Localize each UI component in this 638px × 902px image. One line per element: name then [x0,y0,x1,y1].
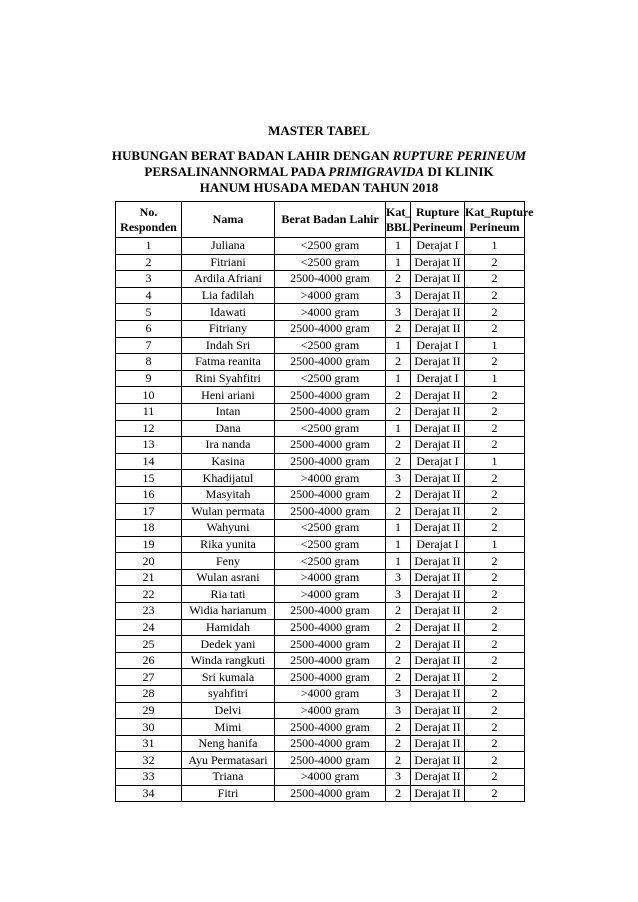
cell-berat: 2500-4000 gram [275,486,386,503]
cell-kat-bbl: 1 [386,536,411,553]
cell-rupture: Derajat II [411,785,465,802]
cell-rupture: Derajat II [411,769,465,786]
cell-kat-rupture: 2 [465,652,525,669]
cell-kat-bbl: 2 [386,320,411,337]
table-row [116,271,525,288]
cell-no: 19 [116,536,182,553]
cell-nama: Neng hanifa [182,735,275,752]
table-row [116,735,525,752]
cell-nama: syahfitri [182,686,275,703]
cell-nama: Fitri [182,785,275,802]
cell-nama: Masyitah [182,486,275,503]
cell-no: 16 [116,486,182,503]
cell-kat-rupture: 2 [465,403,525,420]
cell-no: 21 [116,569,182,586]
table-row [116,320,525,337]
cell-berat: <2500 gram [275,536,386,553]
cell-nama: Winda rangkuti [182,652,275,669]
cell-kat-rupture: 2 [465,569,525,586]
table-header-row [116,202,525,238]
cell-no: 15 [116,470,182,487]
table-row [116,403,525,420]
cell-berat: 2500-4000 gram [275,503,386,520]
cell-kat-bbl: 1 [386,553,411,570]
cell-kat-rupture: 2 [465,603,525,620]
cell-nama: Wulan asrani [182,569,275,586]
cell-kat-bbl: 3 [386,686,411,703]
cell-berat: >4000 gram [275,702,386,719]
cell-kat-bbl: 3 [386,304,411,321]
cell-berat: <2500 gram [275,520,386,537]
table-row [116,254,525,271]
cell-nama: Hamidah [182,619,275,636]
header-kat-rupture-perineum [465,202,534,238]
cell-rupture: Derajat II [411,719,465,736]
cell-nama: Delvi [182,702,275,719]
table-row [116,636,525,653]
table-row [116,420,525,437]
cell-no: 28 [116,686,182,703]
cell-berat: 2500-4000 gram [275,735,386,752]
cell-berat: 2500-4000 gram [275,619,386,636]
cell-kat-bbl: 3 [386,586,411,603]
cell-kat-rupture: 2 [465,636,525,653]
cell-nama: Idawati [182,304,275,321]
cell-kat-bbl: 3 [386,569,411,586]
cell-kat-bbl: 3 [386,287,411,304]
header-kat-line2: BBL [386,219,411,234]
table-row [116,370,525,387]
table-row [116,337,525,354]
cell-no: 29 [116,702,182,719]
cell-berat: <2500 gram [275,337,386,354]
cell-rupture: Derajat II [411,320,465,337]
cell-rupture: Derajat II [411,403,465,420]
table-row [116,238,525,255]
cell-nama: Wulan permata [182,503,275,520]
cell-rupture: Derajat II [411,686,465,703]
cell-rupture: Derajat II [411,354,465,371]
cell-rupture: Derajat II [411,287,465,304]
cell-kat-bbl: 2 [386,486,411,503]
cell-berat: >4000 gram [275,686,386,703]
cell-no: 2 [116,254,182,271]
cell-nama: Sri kumala [182,669,275,686]
table-row [116,470,525,487]
cell-no: 26 [116,652,182,669]
cell-kat-bbl: 2 [386,453,411,470]
cell-nama: Dana [182,420,275,437]
cell-no: 9 [116,370,182,387]
cell-berat: 2500-4000 gram [275,636,386,653]
cell-nama: Juliana [182,238,275,255]
cell-kat-rupture: 2 [465,437,525,454]
cell-berat: 2500-4000 gram [275,403,386,420]
document-heading [0,123,638,139]
header-kat-line1: Kat_ [386,204,412,219]
header-rupture-line1: Rupture [415,204,460,219]
table-row [116,437,525,454]
table-body [116,238,525,802]
cell-rupture: Derajat II [411,387,465,404]
cell-kat-rupture: 1 [465,337,525,354]
cell-nama: Ardila Afriani [182,271,275,288]
cell-rupture: Derajat I [411,337,465,354]
cell-kat-bbl: 2 [386,652,411,669]
cell-nama: Kasina [182,453,275,470]
cell-no: 12 [116,420,182,437]
table-row [116,769,525,786]
cell-berat: >4000 gram [275,304,386,321]
cell-kat-bbl: 2 [386,354,411,371]
cell-berat: 2500-4000 gram [275,354,386,371]
document-title [0,148,638,196]
table-row [116,686,525,703]
cell-kat-rupture: 2 [465,470,525,487]
cell-nama: Fitriani [182,254,275,271]
cell-berat: >4000 gram [275,470,386,487]
header-no-line1: No. [139,204,158,219]
cell-kat-bbl: 1 [386,337,411,354]
cell-berat: 2500-4000 gram [275,785,386,802]
cell-berat: 2500-4000 gram [275,271,386,288]
cell-kat-rupture: 2 [465,320,525,337]
cell-kat-rupture: 2 [465,752,525,769]
table-row [116,503,525,520]
cell-berat: >4000 gram [275,569,386,586]
cell-berat: 2500-4000 gram [275,652,386,669]
header-nama: Nama [182,202,275,238]
table-row [116,553,525,570]
cell-kat-bbl: 1 [386,420,411,437]
cell-rupture: Derajat I [411,453,465,470]
cell-nama: Triana [182,769,275,786]
cell-kat-bbl: 2 [386,387,411,404]
cell-no: 6 [116,320,182,337]
table-row [116,619,525,636]
cell-kat-rupture: 2 [465,420,525,437]
cell-no: 34 [116,785,182,802]
cell-rupture: Derajat II [411,304,465,321]
cell-kat-rupture: 2 [465,271,525,288]
cell-berat: <2500 gram [275,238,386,255]
cell-nama: Rini Syahfitri [182,370,275,387]
cell-rupture: Derajat II [411,486,465,503]
table-row [116,520,525,537]
cell-no: 4 [116,287,182,304]
cell-kat-bbl: 3 [386,769,411,786]
cell-kat-rupture: 2 [465,785,525,802]
header-no-responden [116,202,182,238]
cell-nama: Rika yunita [182,536,275,553]
cell-berat: <2500 gram [275,254,386,271]
table-row [116,702,525,719]
cell-kat-rupture: 2 [465,387,525,404]
cell-no: 30 [116,719,182,736]
cell-nama: Widia harianum [182,603,275,620]
cell-kat-rupture: 2 [465,735,525,752]
table-row [116,603,525,620]
cell-no: 13 [116,437,182,454]
cell-berat: 2500-4000 gram [275,387,386,404]
cell-nama: Intan [182,403,275,420]
cell-berat: >4000 gram [275,287,386,304]
cell-kat-bbl: 2 [386,636,411,653]
cell-kat-bbl: 3 [386,470,411,487]
cell-kat-bbl: 2 [386,719,411,736]
cell-kat-rupture: 2 [465,503,525,520]
table-row [116,669,525,686]
cell-kat-rupture: 2 [465,254,525,271]
table-row [116,569,525,586]
cell-no: 23 [116,603,182,620]
cell-berat: 2500-4000 gram [275,719,386,736]
cell-berat: >4000 gram [275,769,386,786]
cell-kat-rupture: 2 [465,287,525,304]
cell-no: 14 [116,453,182,470]
cell-no: 1 [116,238,182,255]
cell-kat-bbl: 2 [386,619,411,636]
cell-berat: 2500-4000 gram [275,669,386,686]
title-line-2 [0,164,638,180]
cell-kat-rupture: 2 [465,686,525,703]
cell-nama: Indah Sri [182,337,275,354]
cell-nama: Ria tati [182,586,275,603]
cell-kat-bbl: 3 [386,702,411,719]
cell-no: 17 [116,503,182,520]
cell-berat: <2500 gram [275,370,386,387]
cell-no: 32 [116,752,182,769]
cell-no: 24 [116,619,182,636]
cell-nama: Dedek yani [182,636,275,653]
cell-rupture: Derajat I [411,238,465,255]
cell-kat-rupture: 2 [465,520,525,537]
cell-kat-rupture: 2 [465,719,525,736]
cell-kat-bbl: 2 [386,271,411,288]
cell-berat: 2500-4000 gram [275,320,386,337]
cell-nama: Ayu Permatasari [182,752,275,769]
cell-kat-bbl: 2 [386,752,411,769]
cell-rupture: Derajat II [411,603,465,620]
cell-kat-bbl: 2 [386,603,411,620]
cell-berat: <2500 gram [275,420,386,437]
table-row [116,785,525,802]
cell-rupture: Derajat II [411,586,465,603]
cell-nama: Ira nanda [182,437,275,454]
cell-kat-rupture: 1 [465,238,525,255]
cell-rupture: Derajat II [411,520,465,537]
table-row [116,453,525,470]
header-rupture-line2: Perineum [412,219,463,234]
cell-kat-rupture: 1 [465,536,525,553]
cell-no: 11 [116,403,182,420]
cell-nama: Fatma reanita [182,354,275,371]
title-line-1-prefix: HUBUNGAN BERAT BADAN LAHIR DENGAN [111,148,393,163]
cell-kat-rupture: 2 [465,553,525,570]
table-row [116,387,525,404]
cell-rupture: Derajat I [411,370,465,387]
cell-kat-rupture: 2 [465,486,525,503]
cell-berat: >4000 gram [275,586,386,603]
cell-no: 27 [116,669,182,686]
title-line-2-prefix: PERSALINANNORMAL PADA [144,164,329,179]
cell-no: 7 [116,337,182,354]
cell-no: 3 [116,271,182,288]
table-row [116,304,525,321]
cell-kat-bbl: 2 [386,669,411,686]
table-row [116,719,525,736]
cell-rupture: Derajat II [411,619,465,636]
cell-rupture: Derajat II [411,569,465,586]
cell-kat-rupture: 2 [465,669,525,686]
title-line-2-italic: PRIMIGRAVIDA [328,164,425,179]
cell-no: 20 [116,553,182,570]
cell-nama: Fitriany [182,320,275,337]
cell-rupture: Derajat II [411,271,465,288]
cell-kat-rupture: 2 [465,702,525,719]
cell-rupture: Derajat II [411,437,465,454]
cell-kat-bbl: 2 [386,437,411,454]
cell-rupture: Derajat II [411,652,465,669]
cell-rupture: Derajat I [411,536,465,553]
cell-nama: Khadijatul [182,470,275,487]
cell-no: 10 [116,387,182,404]
cell-no: 31 [116,735,182,752]
table-row [116,354,525,371]
master-table [115,201,534,802]
cell-berat: 2500-4000 gram [275,603,386,620]
cell-no: 25 [116,636,182,653]
cell-nama: Lia fadilah [182,287,275,304]
title-line-3: HANUM HUSADA MEDAN TAHUN 2018 [199,180,439,195]
cell-berat: 2500-4000 gram [275,752,386,769]
cell-nama: Mimi [182,719,275,736]
heading-text: MASTER TABEL [268,123,370,138]
cell-kat-rupture: 2 [465,304,525,321]
cell-nama: Wahyuni [182,520,275,537]
cell-rupture: Derajat II [411,702,465,719]
cell-no: 18 [116,520,182,537]
cell-kat-rupture: 2 [465,769,525,786]
cell-kat-bbl: 1 [386,238,411,255]
cell-kat-bbl: 2 [386,785,411,802]
cell-rupture: Derajat II [411,752,465,769]
cell-rupture: Derajat II [411,735,465,752]
header-katr-line2: Perineum [469,219,520,234]
cell-berat: <2500 gram [275,553,386,570]
cell-berat: 2500-4000 gram [275,453,386,470]
cell-kat-rupture: 1 [465,453,525,470]
table-row [116,536,525,553]
cell-kat-bbl: 2 [386,503,411,520]
cell-kat-rupture: 2 [465,586,525,603]
title-line-1 [0,148,638,164]
cell-rupture: Derajat II [411,254,465,271]
cell-kat-rupture: 1 [465,370,525,387]
header-berat-badan-lahir: Berat Badan Lahir [275,202,386,238]
cell-no: 8 [116,354,182,371]
header-no-line2: Responden [120,219,177,234]
cell-kat-rupture: 2 [465,619,525,636]
cell-rupture: Derajat II [411,636,465,653]
header-katr-line1: Kat_Rupture [465,204,534,219]
cell-nama: Heni ariani [182,387,275,404]
table-row [116,287,525,304]
table-row [116,652,525,669]
cell-nama: Feny [182,553,275,570]
header-kat-bbl [386,202,411,238]
title-line-2-suffix: DI KLINIK [424,164,494,179]
title-line-1-italic: RUPTURE PERINEUM [392,148,527,163]
cell-no: 33 [116,769,182,786]
header-rupture-perineum [411,202,465,238]
cell-no: 22 [116,586,182,603]
cell-rupture: Derajat II [411,470,465,487]
table-row [116,752,525,769]
cell-berat: 2500-4000 gram [275,437,386,454]
table-row [116,486,525,503]
cell-rupture: Derajat II [411,669,465,686]
cell-kat-bbl: 2 [386,403,411,420]
cell-kat-bbl: 2 [386,735,411,752]
cell-kat-rupture: 2 [465,354,525,371]
cell-no: 5 [116,304,182,321]
cell-rupture: Derajat II [411,420,465,437]
cell-rupture: Derajat II [411,503,465,520]
cell-kat-bbl: 1 [386,254,411,271]
cell-kat-bbl: 1 [386,520,411,537]
cell-rupture: Derajat II [411,553,465,570]
table-row [116,586,525,603]
cell-kat-bbl: 1 [386,370,411,387]
